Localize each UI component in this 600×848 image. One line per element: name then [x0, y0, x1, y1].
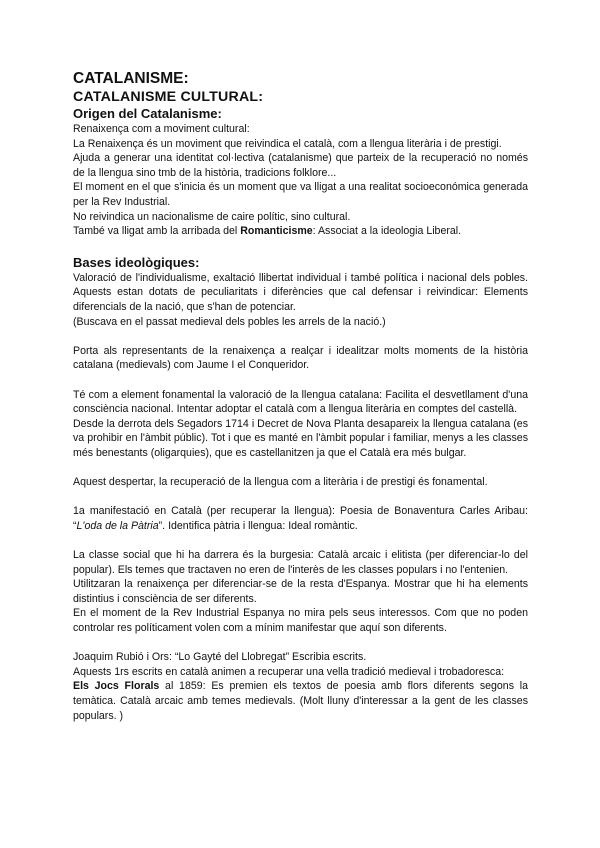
paragraph: Té com a element fonamental la valoració de la llengua catalana: Facilita el desvetllament d'una consciència nacional. Intentar adoptar el català com a llengua literària en comptes del castellà. — [73, 388, 528, 416]
text-run: al 1859: Es premien els textos de poesia amb flors diferents segons la temàtica. Català arcaic amb temes medievals. (Molt lluny d'interessar a la gent de les classes populars. ) — [73, 680, 528, 722]
paragraph: La classe social que hi ha darrera és la burgesia: Català arcaic i elitista (per diferenciar-lo del popular). Els temes que tractaven no eren de l'interès de les classes populars i no l'entenien. — [73, 549, 528, 576]
paragraph: Porta als representants de la renaixença a realçar i idealitzar molts moments de la història catalana (medievals) com Jaume I el Conqueridor. — [73, 344, 528, 372]
bold-term: Els Jocs Florals — [73, 680, 160, 693]
paragraph — [73, 504, 528, 533]
paragraph: Aquest despertar, la recuperació de la llengua com a literària i de prestigi és fonamental. — [73, 476, 488, 489]
paragraph: (Buscava en el passat medieval dels pobles les arrels de la nació.) — [73, 315, 386, 328]
paragraph: No reivindica un nacionalisme de caire polític, sino cultural. — [73, 210, 351, 223]
text-run: També va lligat amb la arribada del — [73, 225, 241, 238]
section-heading-bases: Bases ideològiques: — [73, 254, 200, 270]
paragraph: La Renaixença és un moviment que reivindica el català, com a llengua literària i de prestigi. — [73, 137, 502, 150]
paragraph: Aquests 1rs escrits en català animen a recuperar una vella tradició medieval i trobadoresca: — [73, 665, 505, 678]
paragraph: Valoració de l'individualisme, exaltació llibertat individual i també política i nacional dels pobles. Aquests estan dotats de peculiaritats i diferències que cal defensar i reivindicar: Elements diferencials de la nació, que s'han de potenciar. — [73, 271, 528, 313]
paragraph — [73, 224, 528, 239]
paragraph: Ajuda a generar una identitat col·lectiva (catalanisme) que parteix de la recuperació no només de la llengua sino tmb de la història, tradicions folklore... — [73, 152, 528, 179]
section-heading-origen: Origen del Catalanisme: — [73, 106, 222, 121]
paragraph: Renaixença com a moviment cultural: — [73, 123, 250, 135]
paragraph: El moment en el que s'inicia és un moment que va lligat a una realitat socioeconómica generada per la Rev Industrial. — [73, 181, 528, 208]
text-run: 1a manifestació en Català (per recuperar la llengua): Poesia de Bonaventura Carles Aribau: “ — [73, 505, 528, 532]
text-run: : Associat a la ideologia Liberal. — [312, 225, 462, 238]
bold-term: Romanticisme — [240, 225, 313, 238]
paragraph: Utilitzaran la renaixença per diferenciar-se de la resta d'Espanya. Mostrar que hi ha elements distintius i consciència de ser diferents. — [73, 578, 528, 605]
paragraph: Desde la derrota dels Segadors 1714 i Decret de Nova Planta desapareix la llengua catalana (es va prohibir en l'àmbit públic). Tot i que es manté en l'àmbit popular i familiar, menys a les classes més benestants (oligarquies), que es castellanitzen ja que el Català era més bulgar. — [73, 417, 528, 459]
italic-title: L'oda de la Pàtria — [76, 519, 159, 532]
document-title: CATALANISME: — [73, 70, 189, 87]
text-run: ”. Identifica pàtria i llengua: Ideal romàntic. — [158, 519, 358, 532]
paragraph: Joaquim Rubió i Ors: “Lo Gayté del Llobregat” Escribia escrits. — [73, 651, 367, 664]
paragraph: En el moment de la Rev Industrial Espanya no mira pels seus interessos. Com que no poden controlar res políticament volen com a mínim manifestar que aquí son diferents. — [73, 607, 528, 634]
paragraph — [73, 679, 528, 723]
document-subtitle: CATALANISME CULTURAL: — [73, 89, 264, 105]
